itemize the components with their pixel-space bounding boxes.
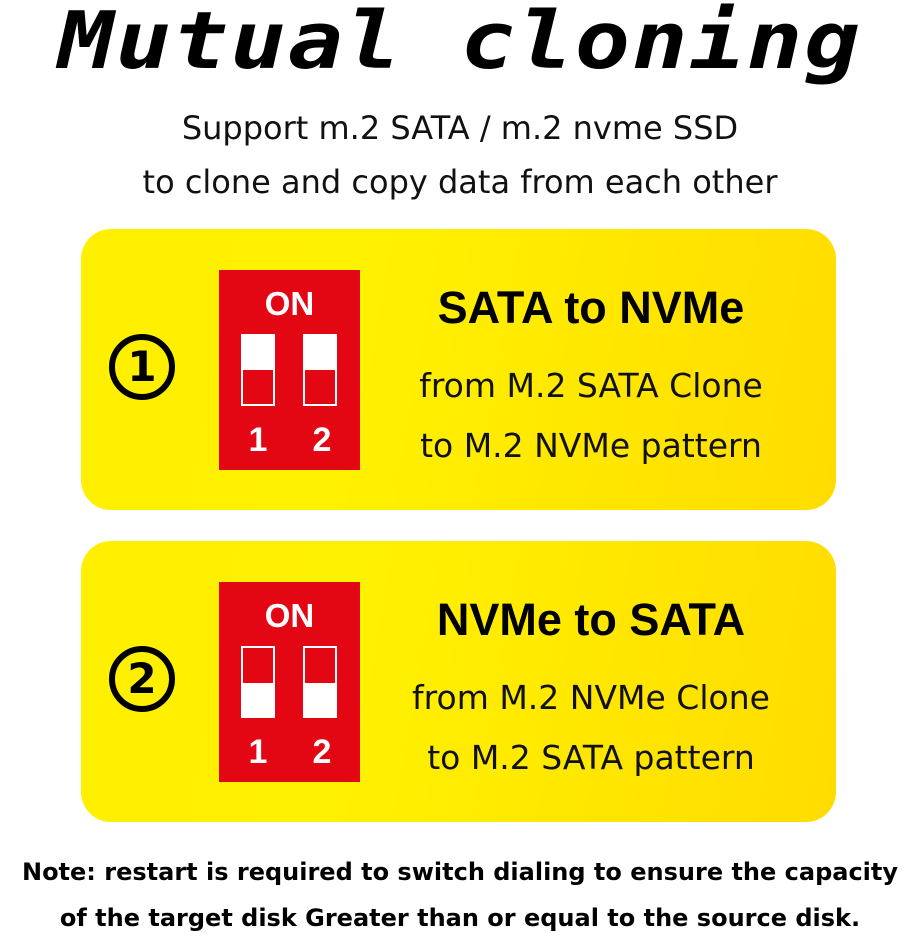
dip-switch-2-knob: [305, 648, 335, 683]
dip-switch-2-label: 2: [312, 421, 332, 459]
dip-switch-1: [241, 646, 275, 718]
page-title: Mutual cloning: [58, 0, 862, 87]
dip-switch-1-label: 1: [248, 733, 268, 771]
dip-switch-1-label: 1: [248, 421, 268, 459]
note-line-1: Note: restart is required to switch dialing to ensure the capacity: [21, 858, 899, 886]
dip-switch-diagram: [219, 270, 360, 470]
dip-switch-2-label: 2: [312, 733, 332, 771]
dip-switch-1-knob: [243, 370, 273, 405]
dip-on-label: ON: [264, 597, 315, 634]
subtitle-line-2: to clone and copy data from each other: [142, 163, 778, 201]
mode-heading: SATA to NVMe: [437, 282, 745, 333]
dip-switch-2: [303, 334, 337, 406]
mode-heading: NVMe to SATA: [436, 594, 746, 645]
dip-switch-1-knob: [243, 648, 273, 683]
mode-description-line-1: from M.2 NVMe Clone: [412, 678, 770, 717]
subtitle-line-1: Support m.2 SATA / m.2 nvme SSD: [181, 109, 739, 147]
dip-switch-1: [241, 334, 275, 406]
mode-card-sata-to-nvme: [81, 229, 836, 510]
mode-card-nvme-to-sata: [81, 541, 836, 822]
circled-number-1: 1: [109, 334, 175, 400]
dip-switch-2-knob: [305, 370, 335, 405]
circled-number-2: 2: [109, 646, 175, 712]
dip-on-label: ON: [264, 285, 315, 322]
dip-switch-2: [303, 646, 337, 718]
mode-description-line-2: to M.2 SATA pattern: [427, 738, 755, 777]
note-line-2: of the target disk Greater than or equal to the source disk.: [59, 904, 861, 932]
dip-switch-diagram: [219, 582, 360, 782]
mode-description-line-1: from M.2 SATA Clone: [419, 366, 763, 405]
mode-description-line-2: to M.2 NVMe pattern: [420, 426, 762, 465]
